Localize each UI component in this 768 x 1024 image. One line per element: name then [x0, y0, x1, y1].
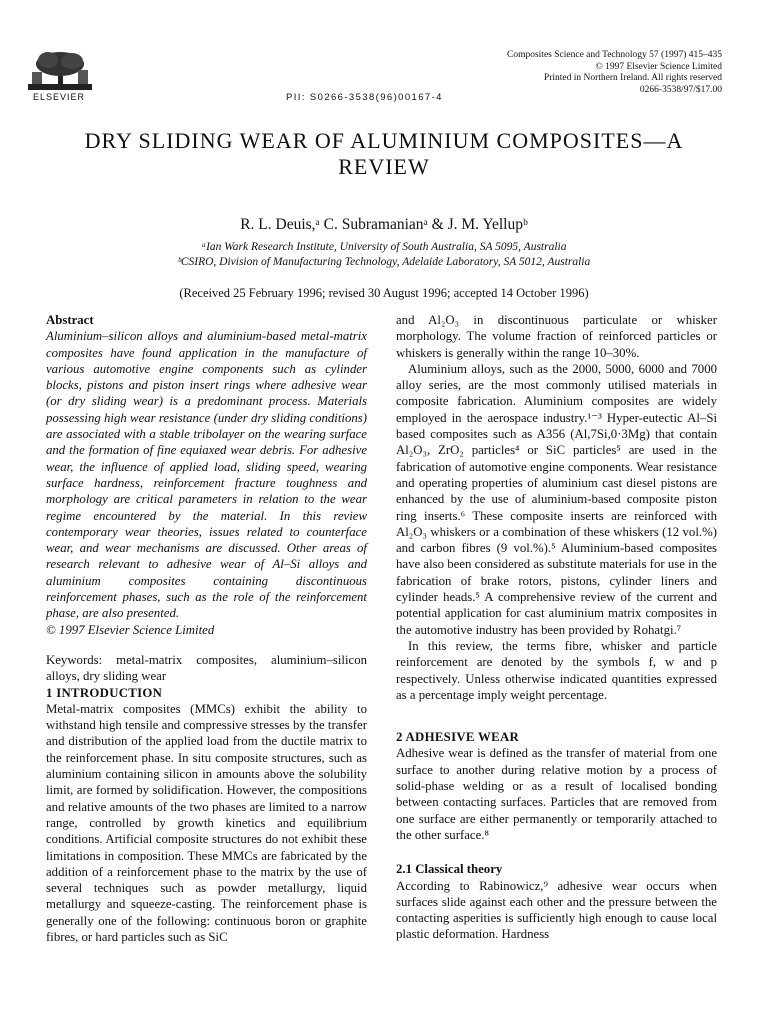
subsection-heading-classical-theory: 2.1 Classical theory: [396, 862, 503, 877]
publisher-name: ELSEVIER: [33, 92, 86, 102]
abstract-text: Aluminium–silicon alloys and aluminium-based metal-matrix composites have found application in the manufacture of various automotive engine components such as cylinder blocks, pistons and piston insert rings where adhesive wear (or dry sliding wear) is a predominant process. Materials possessing high wear resistance (under dry sliding conditions) are associated with a stable tribolayer on the wearing surface and the formation of fine equiaxed wear debris. For adhesive wear, the influence of applied load, sliding speed, wearing surface hardness, reinforcement fracture toughness and morphology are critical parameters in relation to the wear regime encountered by the material. In this review contemporary wear theories, issues related to counterface wear, and wear mechanisms are discussed. Other areas of research relevant to adhesive wear of Al–Si alloys and aluminium composites containing discontinuous reinforcement phases, such as the role of the reinforcement phase, are also presented.: [46, 329, 367, 621]
journal-copyright: © 1997 Elsevier Science Limited: [595, 61, 722, 72]
abstract-copyright: © 1997 Elsevier Science Limited: [46, 622, 215, 637]
paper-title-line-2: REVIEW: [338, 154, 430, 179]
received-dates: (Received 25 February 1996; revised 30 August 1996; accepted 14 October 1996): [179, 286, 589, 300]
authors: R. L. Deuis,ᵃ C. Subramanianᵃ & J. M. Yellupᵇ: [240, 216, 528, 233]
paragraph-aluminium-alloys: Aluminium alloys, such as the 2000, 5000, 6000 and 7000 alloy series, are the most commonly utilised materials in composite fabrication. Aluminium composites are widely employed in the aerospace industry.¹⁻³ Hyper-eutectic Al–Si based composites such as A356 (Al,7Si,0·3Mg) that contain Al₂O₃, ZrO₂ particles⁴ or SiC particles⁵ are used in the fabrication of automotive engine components. Wear resistance and operating properties of aluminium cast diesel pistons are enhanced by the use of aluminium-based composite piston ring inserts.⁶ These composite inserts are reinforced with Al₂O₃ whiskers or a combination of these whiskers (12 vol.%) and carbon fibres (9 vol.%).⁵ Aluminium-based composites have also been considered as substitute materials for use in the fabrication of brake rotors, pistons, cylinder liners and cylinder heads.⁵ A comprehensive review of the current and potential application for cast aluminium matrix composites in the automotive industry has been provided by Rohatgi.⁷: [396, 361, 717, 637]
affiliation-b: ᵇCSIRO, Division of Manufacturing Technology, Adelaide Laboratory, SA 5012, Australia: [177, 256, 591, 268]
journal-printed: Printed in Northern Ireland. All rights reserved: [543, 73, 722, 83]
introduction-paragraph: Metal-matrix composites (MMCs) exhibit the ability to withstand high tensile and compressive stresses by the transfer and distribution of the applied load from the ductile matrix to the reinforcement phase. In situ composite structures, such as aluminium containing silicon in amounts above the solubility limit, are formed by solidification. However, the compositions and relative amounts of the two phases are limited to a narrow range, controlled by growth kinetics and equilibrium conditions. Artificial composite structures do not exhibit these limitations in composition. These MMCs are fabricated by the addition of a reinforcement phase to the matrix by the use of several techniques such as powder metallurgy, liquid metallurgy and squeeze-casting. The reinforcement phase is generally one of the following: continuous boron or graphite fibres, or hard particles such as SiC: [46, 701, 367, 944]
affiliation-a: ᵃIan Wark Research Institute, University of South Australia, SA 5095, Australia: [201, 241, 567, 253]
journal-info: [422, 50, 722, 96]
pii-code: PII: S0266-3538(96)00167-4: [286, 92, 443, 103]
elsevier-tree-logo: [28, 50, 92, 90]
section-heading-introduction: 1 INTRODUCTION: [46, 685, 163, 700]
paragraph-adhesive-wear: Adhesive wear is defined as the transfer of material from one surface to another during relative motion by a process of solid-phase welding or as a result of localised bonding between contacting surfaces. Particles that are removed from one surface are either permanently or temporarily attached to the other surface.⁸: [396, 746, 717, 842]
journal-citation: Composites Science and Technology 57 (1997) 415–435: [507, 50, 722, 60]
keywords: Keywords: metal-matrix composites, aluminium–silicon alloys, dry sliding wear: [46, 652, 367, 684]
paper-title-line-1: DRY SLIDING WEAR OF ALUMINIUM COMPOSITES—A: [84, 128, 684, 153]
journal-issn: 0266-3538/97/$17.00: [639, 84, 722, 95]
affiliations: [40, 240, 728, 270]
paragraph-reinforcement: and Al₂O₃ in discontinuous particulate or whisker morphology. The volume fraction of reinforced particles or whiskers is generally within the range 10–30%.: [396, 313, 717, 360]
paper-title: [40, 128, 728, 180]
right-column: [396, 312, 717, 943]
paragraph-terms: In this review, the terms fibre, whisker and particle reinforcement are denoted by the symbols f, w and p respectively. Unless otherwise indicated quantities expressed as a percentage imply weight percentage.: [396, 638, 717, 702]
section-heading-adhesive-wear: 2 ADHESIVE WEAR: [396, 730, 520, 745]
abstract-heading: Abstract: [46, 313, 94, 327]
left-column: [46, 312, 367, 945]
paragraph-classical-theory: According to Rabinowicz,⁹ adhesive wear occurs when surfaces slide against each other and the pressure between the contacting asperities is sufficiently high enough to cause local plastic deformation. Hardness: [396, 878, 717, 942]
